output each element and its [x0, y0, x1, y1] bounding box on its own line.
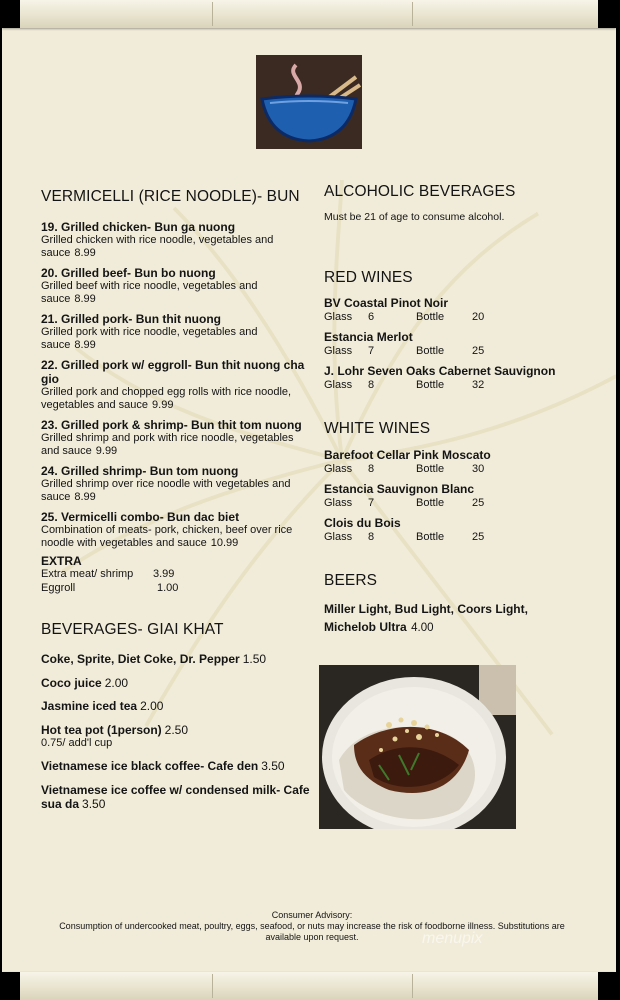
item-price: 9.99 — [152, 399, 174, 411]
beverage-subnote: 0.75/ add'l cup — [41, 737, 113, 749]
glass-price: 6 — [368, 311, 375, 323]
item-price: 8.99 — [74, 247, 96, 259]
scroll-segment — [212, 974, 213, 998]
bottle-label: Bottle — [416, 497, 445, 509]
beverage-price: 3.50 — [82, 797, 106, 811]
item-description — [41, 432, 311, 458]
glass-label: Glass — [324, 497, 353, 509]
item-price: 8.99 — [74, 491, 96, 503]
top-scroll-border — [2, 0, 616, 28]
wine-prices — [324, 530, 574, 544]
beer-item — [324, 600, 574, 636]
bottle-label: Bottle — [416, 531, 445, 543]
menu-item — [41, 358, 311, 412]
item-desc-text: Combination of meats- pork, chicken, beef over rice noodle with vegetables and sauce — [41, 524, 293, 549]
scroll-segment — [212, 2, 213, 26]
glass-label: Glass — [324, 531, 353, 543]
wine-prices — [324, 496, 574, 510]
item-name: 23. Grilled pork & shrimp- Bun thit tom nuong — [41, 418, 302, 432]
food-photo-image — [319, 665, 516, 829]
glass-price: 8 — [368, 379, 375, 391]
item-description — [41, 386, 311, 412]
item-description — [41, 478, 311, 504]
glass-label: Glass — [324, 345, 353, 357]
extra-row — [41, 582, 311, 596]
glass-label: Glass — [324, 379, 353, 391]
beverage-item — [41, 783, 311, 812]
item-name: 20. Grilled beef- Bun bo nuong — [41, 266, 216, 280]
section-title-white-wines: WHITE WINES — [324, 420, 431, 437]
extra-title: EXTRA — [41, 554, 82, 568]
section-title-beers: BEERS — [324, 572, 378, 589]
beverage-item — [41, 723, 311, 751]
item-desc-text: Grilled shrimp over rice noodle with vegetables and sauce — [41, 478, 291, 503]
restaurant-logo-bowl-icon — [256, 55, 362, 149]
item-price: 8.99 — [74, 293, 96, 305]
scroll-cap-right — [598, 0, 616, 28]
glass-price: 8 — [368, 531, 375, 543]
item-description — [41, 280, 311, 306]
wine-item — [324, 516, 574, 544]
wine-prices — [324, 462, 574, 476]
item-description — [41, 524, 311, 550]
bottle-label: Bottle — [416, 311, 445, 323]
item-price: 10.99 — [210, 537, 239, 549]
bottle-label: Bottle — [416, 345, 445, 357]
beverage-price: 3.50 — [261, 759, 285, 773]
left-column — [41, 188, 311, 812]
scroll-segment — [412, 974, 413, 998]
item-price: 8.99 — [74, 339, 96, 351]
item-description — [41, 326, 311, 352]
advisory-title: Consumer Advisory: — [271, 910, 353, 920]
menu-item — [41, 418, 311, 458]
wine-item — [324, 330, 574, 358]
beverage-name: Vietnamese ice black coffee- Cafe den — [41, 759, 259, 773]
item-name: 19. Grilled chicken- Bun ga nuong — [41, 220, 236, 234]
extra-row — [41, 568, 311, 582]
beer-price: 4.00 — [411, 622, 434, 634]
advisory-text: Consumption of undercooked meat, poultry, eggs, seafood, or nuts may increase the risk of foodborne illness. Substitutions are available upon request. — [59, 921, 565, 942]
glass-price: 7 — [368, 345, 375, 357]
wine-name: Clois du Bois — [324, 516, 401, 530]
glass-price: 8 — [368, 463, 375, 475]
bottom-scroll-border — [2, 972, 616, 1000]
item-desc-text: Grilled beef with rice noodle, vegetables and sauce — [41, 280, 258, 305]
wine-item — [324, 448, 574, 476]
glass-label: Glass — [324, 311, 353, 323]
scroll-cap-left — [2, 0, 20, 28]
age-notice: Must be 21 of age to consume alcohol. — [324, 211, 505, 223]
bottle-price: 20 — [472, 311, 485, 323]
beverage-item — [41, 699, 311, 714]
consumer-advisory — [42, 910, 582, 943]
extra-name: Extra meat/ shrimp — [41, 568, 134, 580]
menu-item — [41, 464, 311, 504]
bottle-price: 32 — [472, 379, 485, 391]
section-title-red-wines: RED WINES — [324, 269, 413, 286]
beverage-name: Coco juice — [41, 675, 102, 690]
beverage-name: Coke, Sprite, Diet Coke, Dr. Pepper — [41, 652, 240, 666]
bottle-price: 25 — [472, 497, 485, 509]
item-desc-text: Grilled chicken with rice noodle, vegetables and sauce — [41, 234, 274, 259]
wine-item — [324, 364, 574, 392]
bottle-price: 30 — [472, 463, 485, 475]
menu-item — [41, 510, 311, 550]
beverage-name: Jasmine iced tea — [41, 699, 138, 713]
wine-item — [324, 296, 574, 324]
wine-name: Barefoot Cellar Pink Moscato — [324, 448, 491, 462]
watermark: menupix — [422, 930, 483, 947]
extra-name: Eggroll — [41, 581, 76, 594]
beverage-item — [41, 759, 311, 774]
wine-name: Estancia Merlot — [324, 330, 413, 344]
wine-prices — [324, 378, 574, 392]
bottle-price: 25 — [472, 531, 485, 543]
right-column — [324, 183, 574, 636]
wine-name: J. Lohr Seven Oaks Cabernet Sauvignon — [324, 364, 556, 378]
section-title-vermicelli: VERMICELLI (RICE NOODLE)- BUN — [41, 188, 300, 205]
item-desc-text: Grilled shrimp and pork with rice noodle, vegetables and sauce — [41, 432, 294, 457]
wine-item — [324, 482, 574, 510]
section-title-alcohol: ALCOHOLIC BEVERAGES — [324, 183, 516, 200]
beverage-item — [41, 652, 311, 667]
extra-price: 1.00 — [157, 581, 179, 594]
item-name: 25. Vermicelli combo- Bun dac biet — [41, 510, 240, 524]
item-name: 22. Grilled pork w/ eggroll- Bun thit nuong cha gio — [41, 358, 305, 386]
beverage-price: 1.50 — [242, 652, 267, 666]
wine-name: Estancia Sauvignon Blanc — [324, 482, 475, 496]
wine-name: BV Coastal Pinot Noir — [324, 296, 449, 310]
wine-prices — [324, 344, 574, 358]
section-title-beverages: BEVERAGES- GIAI KHAT — [41, 621, 224, 638]
item-name: 24. Grilled shrimp- Bun tom nuong — [41, 464, 239, 478]
item-desc-text: Grilled pork and chopped egg rolls with rice noodle, vegetables and sauce — [41, 386, 292, 411]
item-name: 21. Grilled pork- Bun thit nuong — [41, 312, 221, 326]
beverage-name: Hot tea pot (1person) — [41, 722, 162, 737]
menu-item — [41, 266, 311, 306]
bottle-price: 25 — [472, 345, 485, 357]
beverage-item — [41, 676, 311, 691]
menu-item — [41, 220, 311, 260]
item-description — [41, 234, 311, 260]
bottle-label: Bottle — [416, 379, 445, 391]
beverage-price: 2.00 — [104, 675, 129, 690]
menu-page — [2, 0, 616, 1000]
scroll-cap-left — [2, 972, 20, 1000]
bottle-label: Bottle — [416, 463, 445, 475]
scroll-segment — [412, 2, 413, 26]
menu-item — [41, 312, 311, 352]
beverage-name: Vietnamese ice coffee w/ condensed milk- Cafe sua da — [41, 782, 310, 811]
item-price: 9.99 — [95, 445, 118, 457]
extra-price: 3.99 — [153, 568, 175, 580]
wine-prices — [324, 310, 574, 324]
scroll-cap-right — [598, 972, 616, 1000]
item-desc-text: Grilled pork with rice noodle, vegetables and sauce — [41, 326, 258, 351]
glass-price: 7 — [368, 497, 375, 509]
beer-names: Miller Light, Bud Light, Coors Light, Michelob Ultra — [324, 602, 528, 634]
glass-label: Glass — [324, 463, 353, 475]
beverage-price: 2.00 — [140, 699, 164, 713]
beverage-price: 2.50 — [164, 722, 189, 737]
